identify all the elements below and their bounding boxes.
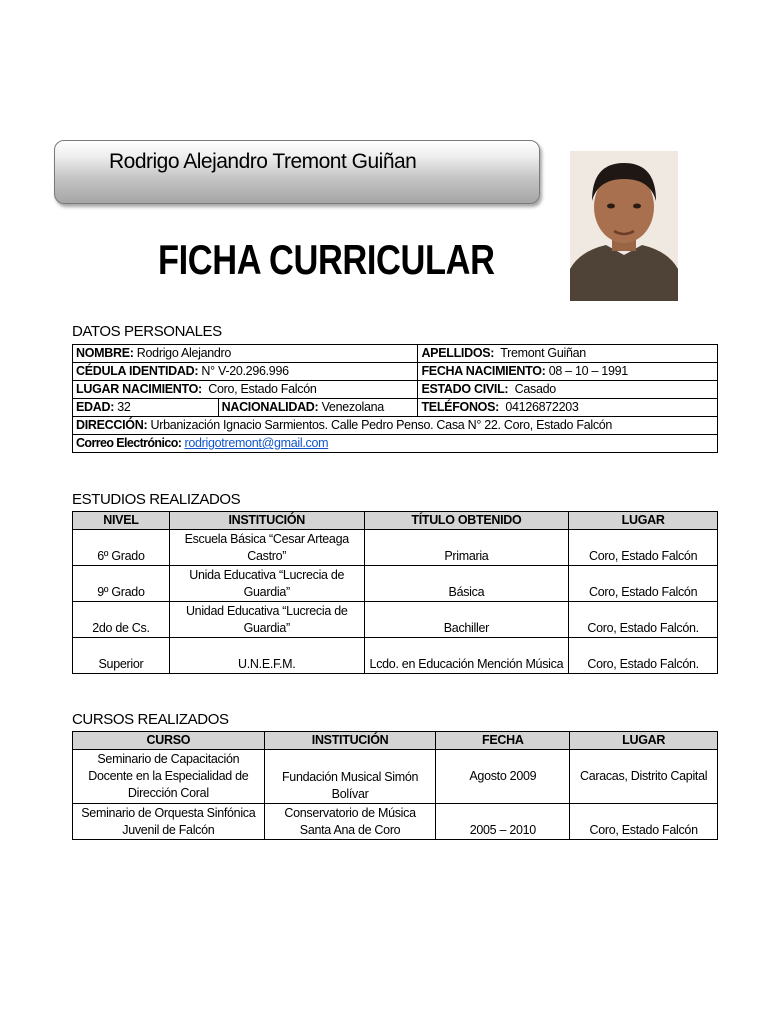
- cell-institucion: Unidad Educativa “Lucrecia de Guardia”: [169, 602, 364, 638]
- cell-titulo: Primaria: [364, 530, 569, 566]
- correo-label: Correo Electrónico:: [76, 436, 182, 450]
- col-header-institucion: INSTITUCIÓN: [264, 732, 436, 750]
- personal-section-title: DATOS PERSONALES: [72, 323, 222, 340]
- cursos-section-title: CURSOS REALIZADOS: [72, 711, 229, 728]
- name-banner: [54, 140, 540, 204]
- cell-lugar: Coro, Estado Falcón.: [569, 602, 718, 638]
- telefonos-label: TELÉFONOS:: [421, 400, 500, 414]
- nombre-cell: [73, 345, 418, 363]
- nacionalidad-label: NACIONALIDAD:: [221, 400, 319, 414]
- telefonos-cell: [418, 399, 718, 417]
- lugar-nacimiento-label: LUGAR NACIMIENTO:: [76, 382, 202, 396]
- cell-fecha: 2005 – 2010: [436, 804, 570, 840]
- col-header-nivel: NIVEL: [73, 512, 170, 530]
- col-header-institucion: INSTITUCIÓN: [169, 512, 364, 530]
- col-header-fecha: FECHA: [436, 732, 570, 750]
- cell-nivel: 9º Grado: [73, 566, 170, 602]
- nacionalidad-cell: [218, 399, 418, 417]
- cell-lugar: Coro, Estado Falcón: [569, 530, 718, 566]
- table-header-row: [73, 732, 718, 750]
- table-row: [73, 381, 718, 399]
- table-header-row: [73, 512, 718, 530]
- cell-lugar: Coro, Estado Falcón: [570, 804, 718, 840]
- apellidos-cell: [418, 345, 718, 363]
- table-row: [73, 399, 718, 417]
- lugar-nacimiento-cell: [73, 381, 418, 399]
- col-header-titulo: TÍTULO OBTENIDO: [364, 512, 569, 530]
- estado-civil-label: ESTADO CIVIL:: [421, 382, 509, 396]
- cell-nivel: 6º Grado: [73, 530, 170, 566]
- direccion-label: DIRECCIÓN:: [76, 418, 148, 432]
- document-title: FICHA CURRICULAR: [158, 236, 495, 283]
- edad-cell: [73, 399, 219, 417]
- fecha-nacimiento-cell: [418, 363, 718, 381]
- apellidos-value: Tremont Guiñan: [494, 346, 586, 360]
- cedula-cell: [73, 363, 418, 381]
- nombre-value: Rodrigo Alejandro: [133, 346, 232, 360]
- table-row: [73, 566, 718, 602]
- cell-titulo: Lcdo. en Educación Mención Música: [364, 638, 569, 674]
- col-header-lugar: LUGAR: [569, 512, 718, 530]
- table-row: [73, 363, 718, 381]
- cell-nivel: Superior: [73, 638, 170, 674]
- cedula-label: CÉDULA IDENTIDAD:: [76, 364, 199, 378]
- lugar-nacimiento-value: Coro, Estado Falcón: [201, 382, 317, 396]
- cell-fecha: Agosto 2009: [436, 750, 570, 804]
- nacionalidad-value: Venezolana: [318, 400, 384, 414]
- estado-civil-value: Casado: [508, 382, 556, 396]
- col-header-lugar: LUGAR: [570, 732, 718, 750]
- cedula-value: N° V-20.296.996: [198, 364, 289, 378]
- nombre-label: NOMBRE:: [76, 346, 134, 360]
- table-row: [73, 530, 718, 566]
- direccion-cell: [73, 417, 718, 435]
- cell-institucion: Fundación Musical Simón Bolívar: [264, 750, 436, 804]
- table-row: [73, 804, 718, 840]
- cell-curso: Seminario de Capacitación Docente en la Especialidad de Dirección Coral: [73, 750, 265, 804]
- full-name: Rodrigo Alejandro Tremont Guiñan: [109, 150, 417, 173]
- edad-value: 32: [114, 400, 131, 414]
- estudios-table: [72, 511, 718, 674]
- fecha-nacimiento-value: 08 – 10 – 1991: [545, 364, 628, 378]
- table-row: [73, 750, 718, 804]
- table-row: [73, 435, 718, 453]
- edad-label: EDAD:: [76, 400, 115, 414]
- cell-lugar: Coro, Estado Falcón: [569, 566, 718, 602]
- cell-institucion: Unida Educativa “Lucrecia de Guardia”: [169, 566, 364, 602]
- direccion-value: Urbanización Ignacio Sarmientos. Calle Pedro Penso. Casa N° 22. Coro, Estado Falcón: [147, 418, 613, 432]
- cell-titulo: Bachiller: [364, 602, 569, 638]
- personal-data-table: [72, 344, 718, 453]
- table-row: [73, 345, 718, 363]
- profile-photo: [570, 151, 678, 301]
- cell-curso: Seminario de Orquesta Sinfónica Juvenil de Falcón: [73, 804, 265, 840]
- cell-institucion: Conservatorio de Música Santa Ana de Coro: [264, 804, 436, 840]
- cell-institucion: U.N.E.F.M.: [169, 638, 364, 674]
- cell-lugar: Caracas, Distrito Capital: [570, 750, 718, 804]
- cell-nivel: 2do de Cs.: [73, 602, 170, 638]
- table-row: [73, 417, 718, 435]
- cell-titulo: Básica: [364, 566, 569, 602]
- email-link[interactable]: rodrigotremont@gmail.com: [184, 436, 329, 450]
- table-row: [73, 638, 718, 674]
- telefonos-value: 04126872203: [499, 400, 579, 414]
- cell-institucion: Escuela Básica “Cesar Arteaga Castro”: [169, 530, 364, 566]
- fecha-nacimiento-label: FECHA NACIMIENTO:: [421, 364, 546, 378]
- table-row: [73, 602, 718, 638]
- cursos-table: [72, 731, 718, 840]
- apellidos-label: APELLIDOS:: [421, 346, 495, 360]
- correo-cell: [73, 435, 718, 453]
- estado-civil-cell: [418, 381, 718, 399]
- col-header-curso: CURSO: [73, 732, 265, 750]
- estudios-section-title: ESTUDIOS REALIZADOS: [72, 491, 241, 508]
- cell-lugar: Coro, Estado Falcón.: [569, 638, 718, 674]
